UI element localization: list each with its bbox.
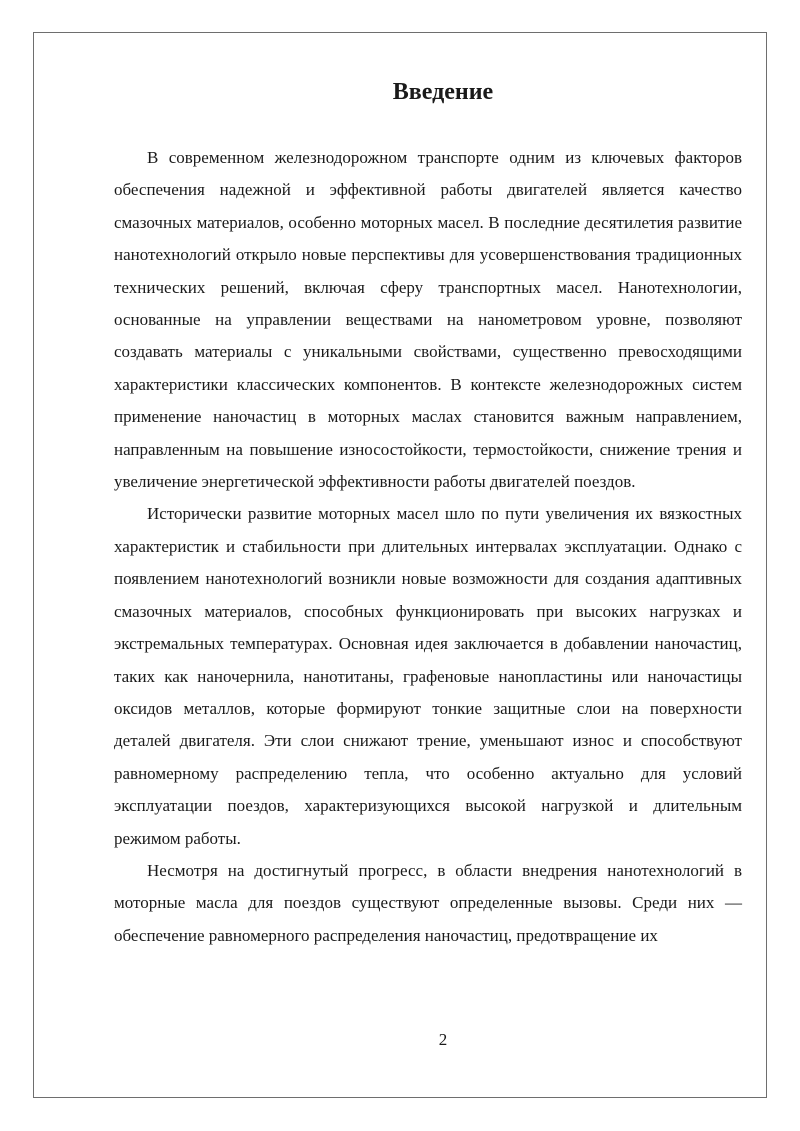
document-body: [114, 142, 742, 952]
page-title: Введение: [392, 79, 494, 105]
paragraph-3: Несмотря на достигнутый прогресс, в области внедрения нанотехнологий в моторные масла для поездов существуют определенные вызовы. Среди них — обеспечение равномерного распределения наночастиц, предотвращение их: [114, 860, 742, 945]
page-number: 2: [438, 1030, 448, 1049]
paragraph-2: Исторически развитие моторных масел шло по пути увеличения их вязкостных характеристик и стабильности при длительных интервалах эксплуатации. Однако с появлением нанотехнологий возникли новые возможности для создания адаптивных смазочных материалов, способных функционировать при высоких нагрузках и экстремальных температурах. Основная идея заключается в добавлении наночастиц, таких как наночернила, нанотитаны, графеновые нанопластины или наночастицы оксидов металлов, которые формируют тонкие защитные слои на поверхности деталей двигателя. Эти слои снижают трение, уменьшают износ и способствуют равномерному распределению тепла, что особенно актуально для условий эксплуатации поездов, характеризующихся высокой нагрузкой и длительным режимом работы.: [114, 504, 742, 848]
paragraph-1: В современном железнодорожном транспорте одним из ключевых факторов обеспечения надежной и эффективной работы двигателей является качество смазочных материалов, особенно моторных масел. В последние десятилетия развитие нанотехнологий открыло новые перспективы для усовершенствования традиционных технических решений, включая сферу транспортных масел. Нанотехнологии, основанные на управлении веществами на нанометровом уровне, позволяют создавать материалы с уникальными свойствами, существенно превосходящими характеристики классических компонентов. В контексте железнодорожных систем применение наночастиц в моторных маслах становится важным направлением, направленным на повышение износостойкости, термостойкости, снижение трения и увеличение энергетической эффективности работы двигателей поездов.: [114, 148, 742, 492]
